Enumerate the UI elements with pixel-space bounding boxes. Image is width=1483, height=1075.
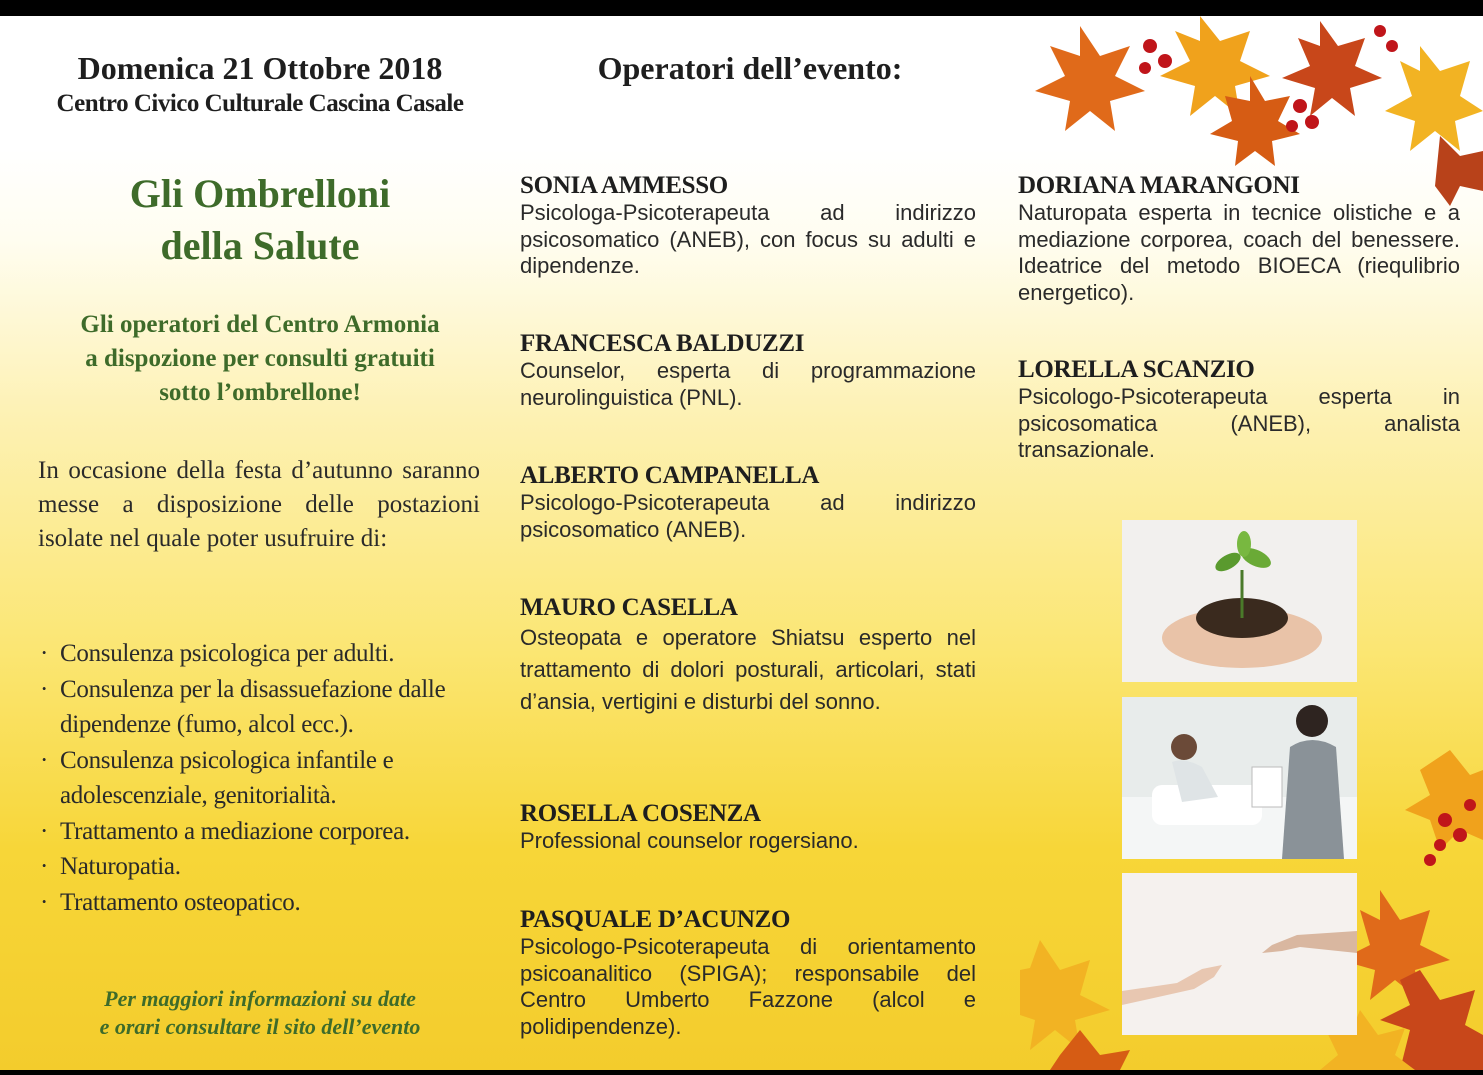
top-border xyxy=(0,0,1483,16)
operator-sonia-ammesso xyxy=(520,172,976,280)
operator-name: ALBERTO CAMPANELLA xyxy=(520,462,820,489)
operator-name: LORELLA SCANZIO xyxy=(1018,356,1255,383)
operator-name: MAURO CASELLA xyxy=(520,594,738,621)
service-item: · Consulenza psicologica per adulti. xyxy=(38,636,488,672)
service-item: · Consulenza psicologica infantile e adolescenziale, genitorialità. xyxy=(38,743,488,814)
operator-description: Professional counselor rogersiano. xyxy=(520,828,859,853)
operator-doriana-marangoni xyxy=(1018,172,1460,306)
operator-pasquale-dacunzo xyxy=(520,906,976,1040)
subtitle-line-1: Gli operatori del Centro Armonia xyxy=(80,311,440,338)
more-info-note xyxy=(30,985,490,1041)
operator-name: DORIANA MARANGONI xyxy=(1018,172,1300,199)
operator-mauro-casella xyxy=(520,594,976,718)
operators-heading: Operatori dell’evento: xyxy=(597,50,903,86)
event-subtitle xyxy=(30,308,490,410)
photo-therapy-session xyxy=(1122,697,1357,859)
photo-hands-seedling xyxy=(1122,520,1357,682)
therapy-icon xyxy=(1122,697,1357,859)
service-item: · Trattamento a mediazione corporea. xyxy=(38,814,488,850)
photo-helping-hands xyxy=(1122,873,1357,1035)
subtitle-line-3: sotto l’ombrellone! xyxy=(159,379,361,406)
operator-description: Naturopata esperta in tecnice olistiche e a mediazione corporea, coach del benessere. Ideatrice del metodo BIOECA (riequlibrio energetico). xyxy=(1018,200,1460,305)
operator-name: SONIA AMMESSO xyxy=(520,172,728,199)
info-line-2: e orari consultare il sito dell’evento xyxy=(99,1014,421,1039)
service-item: · Consulenza per la disassuefazione dalle dipendenze (fumo, alcol ecc.). xyxy=(38,672,488,743)
operator-lorella-scanzio xyxy=(1018,356,1460,464)
operator-name: FRANCESCA BALDUZZI xyxy=(520,330,805,357)
event-venue: Centro Civico Culturale Cascina Casale xyxy=(56,90,464,117)
event-date: Domenica 21 Ottobre 2018 xyxy=(77,50,443,86)
operator-name: PASQUALE D’ACUNZO xyxy=(520,906,791,933)
event-title xyxy=(60,168,460,272)
services-list xyxy=(38,636,488,920)
bottom-border xyxy=(0,1070,1483,1075)
info-line-1: Per maggiori informazioni su date xyxy=(104,986,416,1011)
intro-paragraph: In occasione della festa d’autunno saranno messe a disposizione delle postazioni isolate nel quale poter usufruire di: xyxy=(38,457,480,552)
subtitle-line-2: a dispozione per consulti gratuiti xyxy=(85,345,435,372)
operator-description: Psicologo-Psicoterapeuta esperta in psicosomatica (ANEB), analista transazionale. xyxy=(1018,384,1460,462)
service-item: · Trattamento osteopatico. xyxy=(38,885,488,921)
operator-francesca-balduzzi xyxy=(520,330,976,411)
operator-description: Psicologo-Psicoterapeuta ad indirizzo psicosomatico (ANEB). xyxy=(520,490,976,542)
seedling-icon xyxy=(1122,520,1357,682)
operator-alberto-campanella xyxy=(520,462,976,543)
operator-description: Psicologo-Psicoterapeuta di orientamento psicoanalitico (SPIGA); responsabile del Centro Umberto Fazzone (alcol e polidipendenze). xyxy=(520,934,976,1039)
operator-rosella-cosenza xyxy=(520,800,976,855)
helping-hands-icon xyxy=(1122,873,1357,1035)
operator-description: Counselor, esperta di programmazione neurolinguistica (PNL). xyxy=(520,358,976,410)
operator-name: ROSELLA COSENZA xyxy=(520,800,761,827)
operator-description: Psicologa-Psicoterapeuta ad indirizzo psicosomatico (ANEB), con focus su adulti e dipendenze. xyxy=(520,200,976,278)
title-line-2: della Salute xyxy=(160,223,360,268)
title-line-1: Gli Ombrelloni xyxy=(129,171,391,216)
service-item: · Naturopatia. xyxy=(38,849,488,885)
operator-description: Osteopata e operatore Shiatsu esperto nel trattamento di dolori posturali, articolari, stati d’ansia, vertigini e disturbi del sonno. xyxy=(520,625,976,714)
